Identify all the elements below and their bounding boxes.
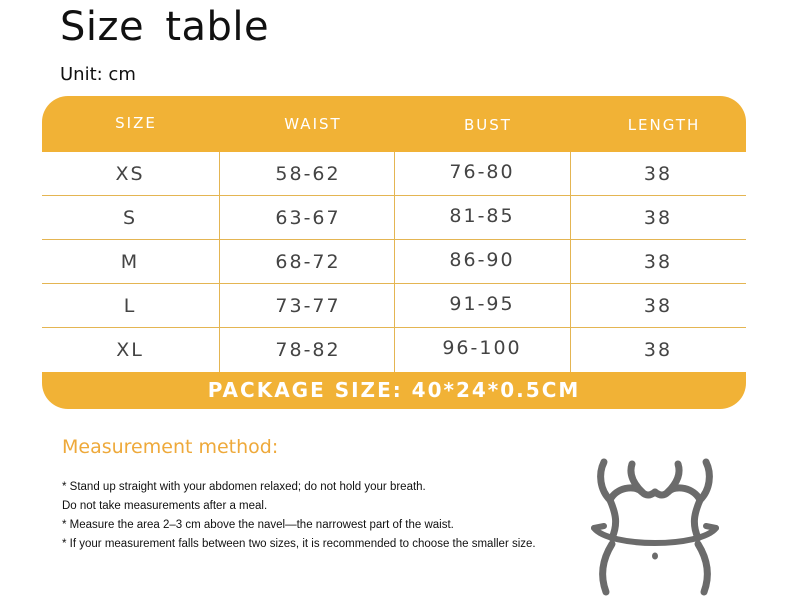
cell-length: 38 (643, 339, 673, 361)
header-bust: BUST (464, 116, 512, 134)
cell-size: M (120, 251, 140, 273)
torso-waist-measure-icon (580, 452, 730, 602)
measurement-title: Measurement method: (62, 436, 279, 458)
header-waist: WAIST (284, 115, 342, 133)
cell-size: S (122, 207, 138, 229)
cell-bust: 91-95 (449, 293, 515, 315)
torso-illustration (580, 452, 730, 602)
cell-length: 38 (643, 295, 673, 317)
cell-length: 38 (643, 163, 673, 185)
cell-bust: 76-80 (449, 161, 515, 183)
unit-label: Unit: cm (60, 64, 136, 85)
cell-bust: 86-90 (449, 249, 515, 271)
cell-bust: 96-100 (442, 337, 522, 359)
column-divider (394, 152, 395, 372)
cell-size: XS (115, 163, 145, 185)
cell-waist: 73-77 (275, 295, 341, 317)
cell-waist: 58-62 (275, 163, 341, 185)
package-size: PACKAGE SIZE: 40*24*0.5CM (207, 378, 581, 402)
cell-waist: 78-82 (275, 339, 341, 361)
cell-bust: 81-85 (449, 205, 515, 227)
cell-length: 38 (643, 251, 673, 273)
table-header (42, 96, 746, 152)
note-item: * Measure the area 2–3 cm above the navel—the narrowest part of the waist. (62, 519, 454, 531)
cell-waist: 68-72 (275, 251, 341, 273)
measurement-notes (62, 478, 536, 554)
page-title: Size table (60, 4, 270, 50)
note-item: Do not take measurements after a meal. (62, 500, 268, 512)
column-divider (219, 152, 220, 372)
cell-size: L (123, 295, 137, 317)
cell-size: XL (116, 339, 144, 361)
note-item: * Stand up straight with your abdomen relaxed; do not hold your breath. (62, 481, 426, 493)
header-size: SIZE (115, 114, 157, 132)
note-item: * If your measurement falls between two sizes, it is recommended to choose the smaller size. (62, 538, 536, 550)
size-table (42, 96, 746, 409)
column-divider (570, 152, 571, 372)
header-length: LENGTH (627, 116, 701, 134)
cell-length: 38 (643, 207, 673, 229)
cell-waist: 63-67 (275, 207, 341, 229)
